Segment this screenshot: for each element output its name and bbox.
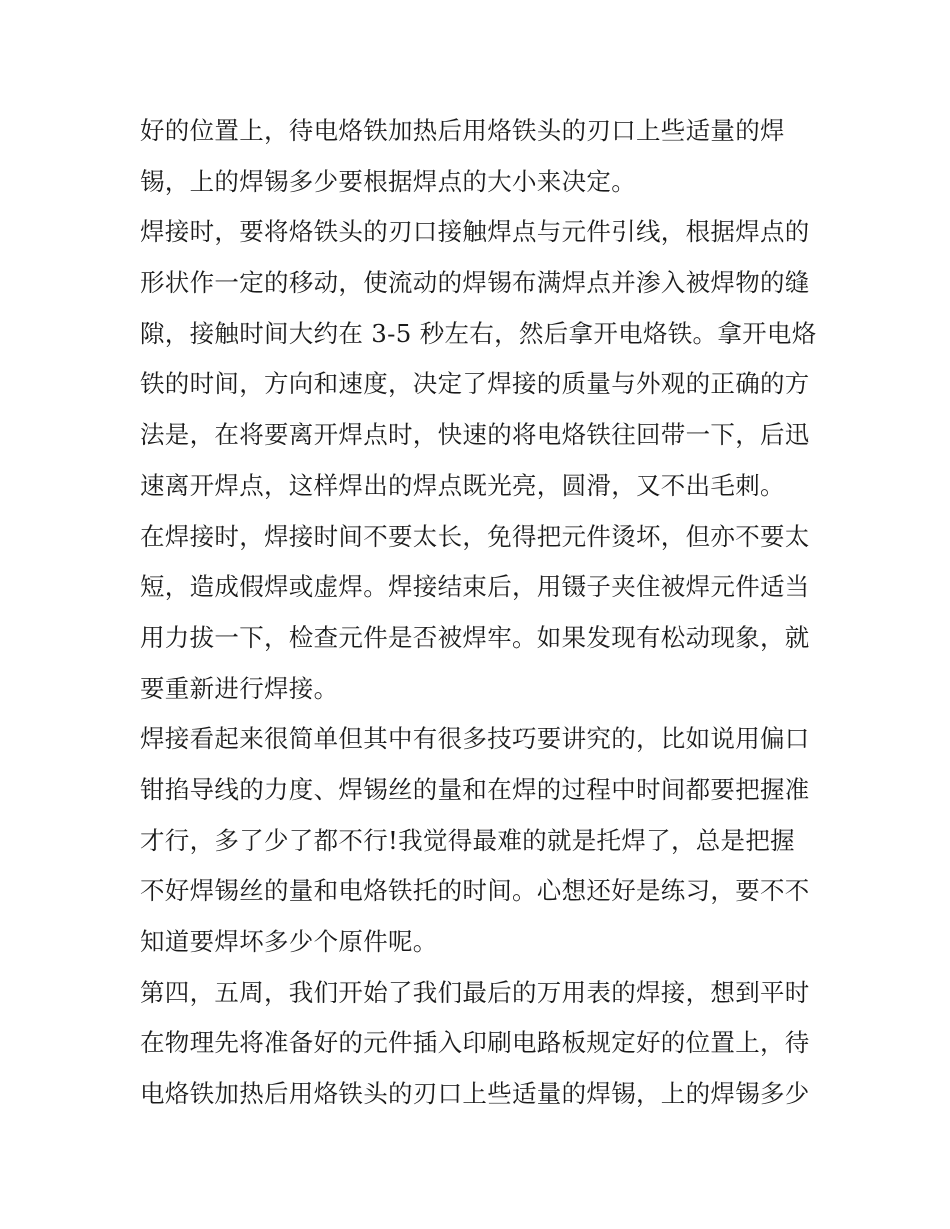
text-line: 焊接时，要将烙铁头的刃口接触焊点与元件引线，根据焊点的 [140, 217, 810, 247]
document-body [140, 106, 817, 1120]
text-line: 要重新进行焊接。 [140, 673, 339, 703]
text-line: 速离开焊点，这样焊出的焊点既光亮，圆滑，又不出毛刺。 [140, 470, 785, 500]
text-line: 在焊接时，焊接时间不要太长，免得把元件烫坏，但亦不要太 [140, 521, 810, 551]
text-line: 隙，接触时间大约在 3-5 秒左右，然后拿开电烙铁。拿开电烙 [140, 318, 817, 348]
text-line: 用力拔一下，检查元件是否被焊牢。如果发现有松动现象，就 [140, 622, 810, 652]
text-line: 焊接看起来很简单但其中有很多技巧要讲究的，比如说用偏口 [140, 724, 810, 754]
text-line: 形状作一定的移动，使流动的焊锡布满焊点并渗入被焊物的缝 [140, 268, 810, 298]
text-line: 铁的时间，方向和速度，决定了焊接的质量与外观的正确的方 [140, 369, 810, 399]
text-line: 第四，五周，我们开始了我们最后的万用表的焊接，想到平时 [140, 977, 810, 1007]
text-line: 不好焊锡丝的量和电烙铁托的时间。心想还好是练习，要不不 [140, 876, 810, 906]
text-line: 钳掐导线的力度、焊锡丝的量和在焊的过程中时间都要把握准 [140, 774, 810, 804]
text-line: 才行，多了少了都不行!我觉得最难的就是托焊了，总是把握 [140, 825, 795, 855]
text-line: 在物理先将准备好的元件插入印刷电路板规定好的位置上，待 [140, 1028, 810, 1058]
text-line: 锡，上的焊锡多少要根据焊点的大小来决定。 [140, 166, 636, 196]
text-line: 电烙铁加热后用烙铁头的刃口上些适量的焊锡，上的焊锡多少 [140, 1079, 810, 1109]
text-line: 短，造成假焊或虚焊。焊接结束后，用镊子夹住被焊元件适当 [140, 572, 810, 602]
text-line: 知道要焊坏多少个原件呢。 [140, 927, 438, 956]
text-line: 好的位置上，待电烙铁加热后用烙铁头的刃口上些适量的焊 [140, 116, 785, 145]
text-line: 法是，在将要离开焊点时，快速的将电烙铁往回带一下，后迅 [140, 420, 810, 450]
